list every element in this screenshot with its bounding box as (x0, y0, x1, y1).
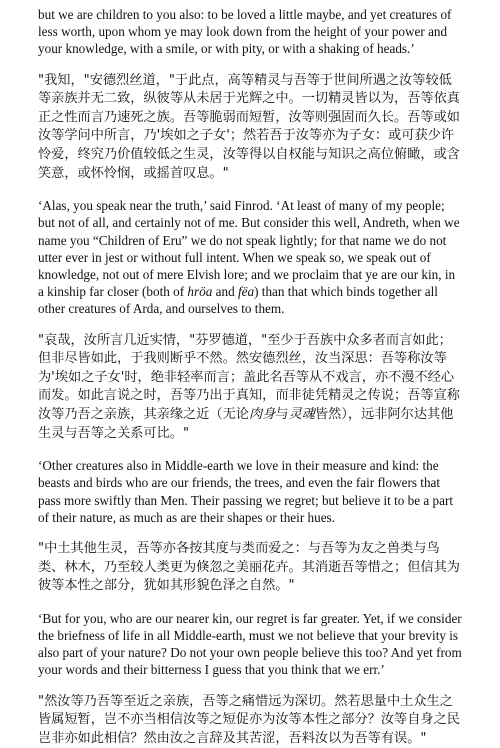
paragraph-chinese-3 (38, 540, 462, 596)
italic-term-fea: fëa (237, 284, 255, 300)
text-run: "然汝等乃吾等至近之亲族，吾等之痛惜远为深切。然若思量中土众生之皆属短暂，岂不亦当相信汝等之短促亦为汝等本性之部分？汝等自身之民岂非亦如此相信？然由汝之言辞及其苦涩，吾料汝以为吾等有误。" (38, 693, 460, 746)
text-run: 与 (275, 406, 289, 422)
italic-term-hroa: hröa (187, 284, 213, 300)
text-run: "我知，"安德烈丝道，"于此点，高等精灵与吾等于世间所遇之汝等较低等亲族并无二致，纵彼等从未居于光辉之中。一切精灵皆以为，吾等依真正之性而言乃速死之族。吾等脆弱而短暂，汝等则强固而久长。吾等或如汝等学问中所言，乃'埃如之子女'；然若吾于汝等亦为子女：或可获少许怜爱，终究乃价值较低之生灵，汝等得以自权能与知识之高位俯瞰，或含笑意，或怀怜悯，或摇首叹息。" (38, 72, 460, 181)
text-run: and (212, 284, 238, 300)
italic-term-body: 肉身 (249, 406, 276, 422)
paragraph-english-2 (38, 197, 462, 317)
text-run: but we are children to you also: to be loved a little maybe, and yet creatures of less worth, upon whom ye may look down from the height of your power and your knowledge, with a smile, or with pity, or with a shaking of heads.’ (38, 7, 452, 57)
paragraph-chinese-4 (38, 693, 462, 748)
paragraph-chinese-1 (38, 72, 462, 184)
paragraph-chinese-2 (38, 332, 462, 444)
paragraph-english-4 (38, 610, 462, 679)
text-run: 皆然），远非阿尔达其他生灵与吾等之关系可比。" (38, 406, 454, 441)
text-run: "哀哉，汝所言几近实情，"芬罗德道，"至少于吾族中众多者而言如此；但非尽皆如此，于我则断乎不然。然安德烈丝，汝当深思：吾等称汝等为'埃如之子女'时，绝非轻率而言；盖此名吾等从不戏言，亦不漫不经心而发。如此言说之时，吾等乃出于真知，而非徒凭精灵之传说；吾等宣称汝等乃吾之亲族，其亲缘之近（无论 (38, 332, 460, 422)
text-run: ‘But for you, who are our nearer kin, our regret is far greater. Yet, if we consider the briefness of life in all Middle-earth, must we not believe that your brevity is also part of your nature? Do not your own people believe this too? And yet from your words and their bitterness I guess that you think that we err.’ (38, 610, 462, 678)
text-run: ) than that which binds together all other creatures of Arda, and ourselves to them. (38, 284, 438, 317)
paragraph-english-1 (38, 6, 462, 58)
italic-term-soul: 灵魂 (288, 406, 315, 422)
text-run: "中土其他生灵，吾等亦各按其度与类而爱之：与吾等为友之兽类与鸟类、林木，乃至较人类更为倏忽之美丽花卉。其消逝吾等惜之；但信其为彼等本性之部分，犹如其形貌色泽之自然。" (38, 540, 460, 594)
text-run: ‘Alas, you speak near the truth,’ said Finrod. ‘At least of many of my people; but not of all, and certainly not of me. But consider this well, Andreth, when we name you “Children of Eru” we do not speak lightly; for that name we do not utter ever in jest or without full intent. When we speak so, we speak out of knowledge, not out of mere Elvish lore; and we proclaim that ye are our kin, in a kinship far closer (both of (38, 198, 460, 300)
text-run: ‘Other creatures also in Middle-earth we love in their measure and kind: the beasts and birds who are our friends, the trees, and even the fair flowers that pass more swiftly than Men. Their passing we regret; but believe it to be a part of their nature, as much as are their shapes or their hues. (38, 458, 454, 525)
paragraph-english-3 (38, 457, 462, 526)
